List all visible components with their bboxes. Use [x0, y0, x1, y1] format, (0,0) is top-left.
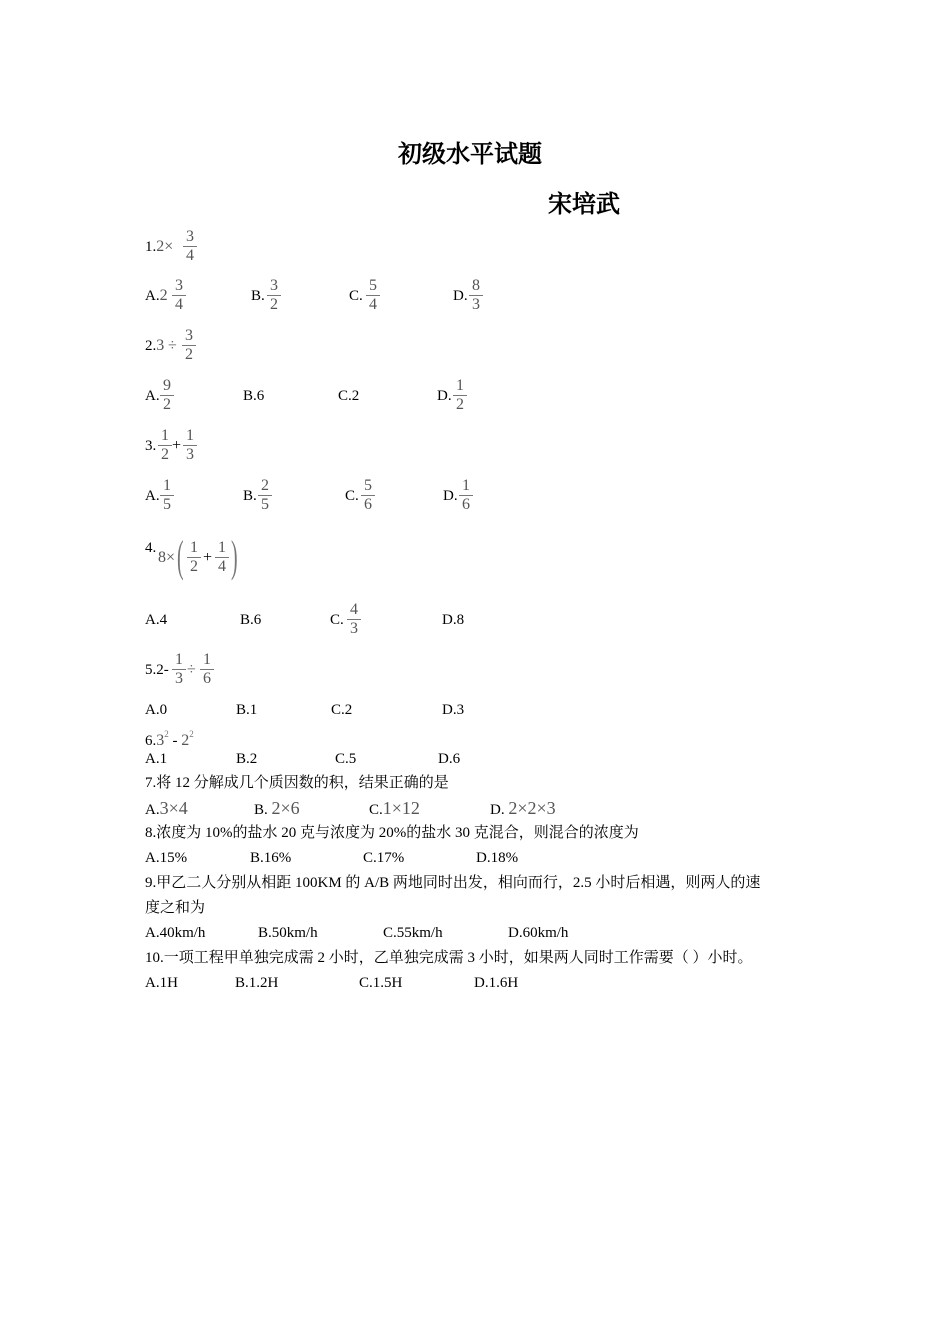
option-b: B.16%: [250, 850, 292, 866]
option-d: D. 2×2×3: [490, 798, 556, 818]
question-9-stem-line-1: 9.甲乙二人分别从相距 100KM 的 A/B 两地同时出发，相向而行，2.5 小时后相遇，则两人的速: [145, 875, 761, 891]
option-a: A.: [145, 488, 160, 504]
option-b-fraction: $\frac{3}{2}$: [267, 278, 281, 313]
fraction: $\frac{3}{2}$: [182, 328, 196, 363]
question-5-stem: 5.2-: [145, 662, 169, 678]
option-a: A.1: [145, 751, 168, 767]
question-10-stem: 10.一项工程甲单独完成需 2 小时，乙单独完成需 3 小时，如果两人同时工作需要（ ）小时。: [145, 950, 753, 966]
option-c-fraction: $\frac{5}{6}$: [361, 478, 375, 513]
option-a-fraction: $\frac{1}{5}$: [160, 478, 174, 513]
option-c-fraction: $\frac{5}{4}$: [366, 278, 380, 313]
question-3-stem: 3.: [145, 438, 157, 454]
option-d-fraction: $\frac{8}{3}$: [469, 278, 483, 313]
option-d: D.60km/h: [508, 925, 569, 941]
question-6-stem: $6.3^2 - 2^2$: [145, 729, 194, 749]
option-b: B.1.2H: [235, 975, 279, 991]
option-d: D.1.6H: [474, 975, 519, 991]
option-c: C.5: [335, 751, 357, 767]
fraction: $\frac{1}{3}$: [172, 652, 186, 687]
option-c: C.1.5H: [359, 975, 403, 991]
option-d-fraction: $\frac{1}{2}$: [453, 378, 467, 413]
option-a: A.: [145, 388, 160, 404]
option-b: B.2: [236, 751, 258, 767]
math-operator: +: [203, 549, 213, 566]
math-operator: +: [172, 437, 182, 454]
option-b: B.6: [243, 388, 265, 404]
option-c: C.: [349, 288, 363, 304]
question-9-stem-line-2: 度之和为: [145, 900, 206, 916]
option-c: C.: [345, 488, 359, 504]
option-c: C.: [330, 612, 344, 628]
question-2-stem: 2.3 ÷: [145, 337, 177, 354]
question-1-stem: [145, 237, 173, 257]
math-operand: 2: [156, 238, 165, 255]
question-8-stem: 8.浓度为 10%的盐水 20 克与浓度为 20%的盐水 30 克混合，则混合的浓度为: [145, 825, 639, 841]
option-c: C.1×12: [369, 798, 420, 818]
page-title: 初级水平试题: [398, 142, 542, 168]
option-d-fraction: $\frac{1}{6}$: [459, 478, 473, 513]
option-a-fraction: $\frac{3}{4}$: [172, 278, 186, 313]
fraction: $\frac{1}{2}$: [158, 428, 172, 463]
option-b: B.50km/h: [258, 925, 318, 941]
option-a: A.0: [145, 702, 168, 718]
question-number: 1.: [145, 239, 157, 255]
option-d: D.: [443, 488, 458, 504]
option-c: C.55km/h: [383, 925, 443, 941]
option-d: D.: [437, 388, 452, 404]
option-a: A.40km/h: [145, 925, 206, 941]
option-d: D.: [453, 288, 468, 304]
question-7-stem: 7.将 12 分解成几个质因数的积，结果正确的是: [145, 775, 449, 791]
option-c: C.17%: [363, 850, 405, 866]
left-parenthesis: (: [177, 532, 184, 581]
option-a: A.4: [145, 612, 168, 628]
fraction: $\frac{1}{6}$: [200, 652, 214, 687]
right-parenthesis: ): [231, 532, 238, 581]
fraction: $\frac{1}{2}$: [187, 540, 201, 575]
option-c: C.2: [331, 702, 353, 718]
option-b: B.: [251, 288, 265, 304]
option-d: D.18%: [476, 850, 519, 866]
option-b-fraction: $\frac{2}{5}$: [258, 478, 272, 513]
math-operator: ÷: [187, 661, 196, 678]
option-a: A.1H: [145, 975, 178, 991]
option-d: D.3: [442, 702, 465, 718]
option-b: B.1: [236, 702, 258, 718]
option-a: A.2: [145, 287, 168, 304]
fraction: $\frac{3}{4}$: [183, 229, 197, 264]
option-b: B.6: [240, 612, 262, 628]
fraction: $\frac{1}{3}$: [183, 428, 197, 463]
question-number: 2.: [145, 338, 157, 354]
option-b: B. 2×6: [254, 798, 300, 818]
option-a: A.3×4: [145, 798, 188, 818]
option-d: D.8: [442, 612, 465, 628]
option-c: C.2: [338, 388, 360, 404]
option-d: D.6: [438, 751, 461, 767]
math-operand: 8×: [158, 549, 176, 566]
option-a: A.15%: [145, 850, 188, 866]
fraction: $\frac{1}{4}$: [215, 540, 229, 575]
option-c-fraction: $\frac{4}{3}$: [347, 602, 361, 637]
option-b: B.: [243, 488, 257, 504]
author-name: 宋培武: [548, 192, 620, 218]
question-4-number: 4.: [145, 540, 157, 556]
option-a-fraction: $\frac{9}{2}$: [160, 378, 174, 413]
math-operator: ×: [164, 238, 174, 255]
